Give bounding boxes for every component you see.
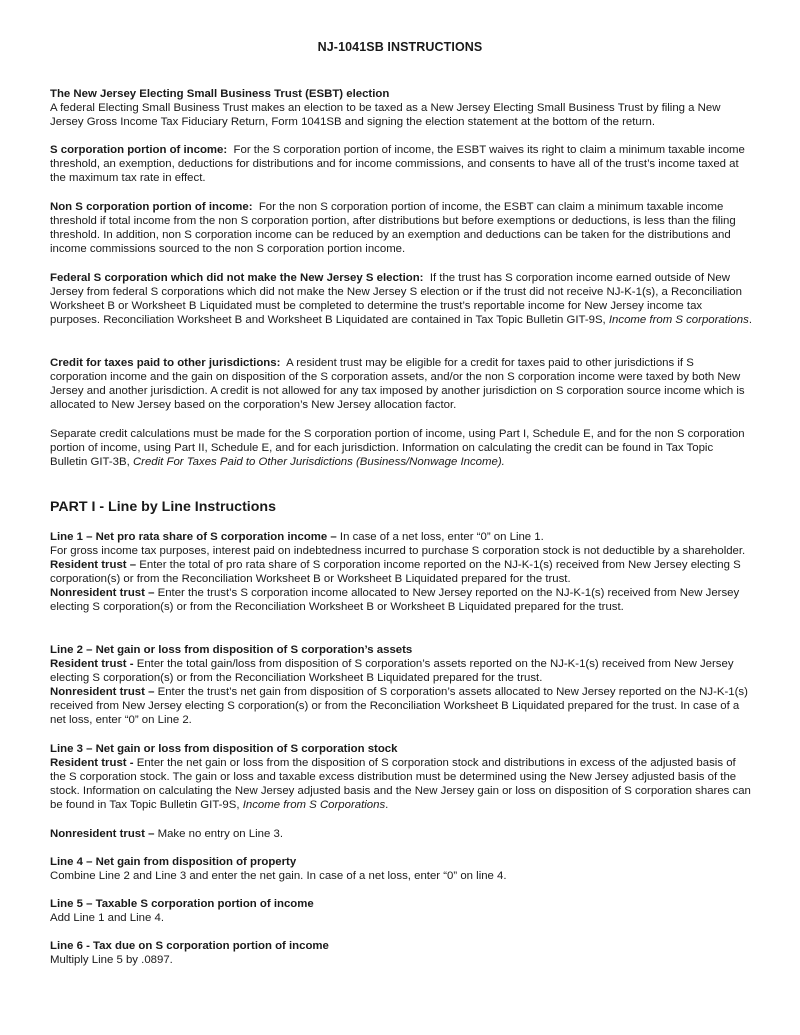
line2-nonresident-label: Nonresident trust –: [50, 686, 155, 699]
line2-heading: Line 2 – Net gain or loss from disposition of S corporation’s assets: [50, 644, 413, 656]
line4-body: Combine Line 2 and Line 3 and enter the net gain. In case of a net loss, enter “0” on line 4.: [50, 870, 507, 883]
s-corp-portion-label: S corporation portion of income:: [50, 144, 228, 156]
separate-credit-body: Separate credit calculations must be made for the S corporation portion of income, using Part I, Schedule E, and for the non S corporation portion of income, using Part II, Schedule E, and for each jurisdiction. Information on calculating the credit can be found in Tax Topic Bulletin GIT-3B,: [50, 428, 745, 469]
part1-heading: PART I - Line by Line Instructions: [50, 499, 276, 515]
line6-body: Multiply Line 5 by .0897.: [50, 954, 173, 967]
line3-heading: Line 3 – Net gain or loss from disposition of S corporation stock: [50, 743, 398, 755]
line3-nonresident-body: Make no entry on Line 3.: [157, 828, 283, 840]
line1-note: For gross income tax purposes, interest paid on indebtedness incurred to purchase S corporation stock is not deductible by a shareholder.: [50, 545, 746, 558]
federal-s-corp-label: Federal S corporation which did not make the New Jersey S election:: [50, 272, 424, 284]
credit-label: Credit for taxes paid to other jurisdictions:: [50, 357, 281, 369]
federal-s-corp-body: If the trust has S corporation income earned outside of New Jersey from federal S corporations which did not make the New Jersey S election or if the trust did not receive NJ-K-1(s), a Reconciliation Worksheet B or Worksheet B Liquidated must be completed to determine the trust’s reportable income for New Jersey income tax purposes. Reconciliation Worksheet B and Worksheet B Liquidated are contained in Tax Topic Bulletin GIT-9S,: [50, 272, 742, 327]
non-s-corp-portion-section: [50, 200, 752, 256]
line5-heading: Line 5 – Taxable S corporation portion of income: [50, 898, 314, 910]
line1-nonresident-label: Nonresident trust –: [50, 587, 155, 600]
line1-heading-rest: In case of a net loss, enter “0” on Line 1.: [339, 531, 544, 543]
s-corp-portion-section: [50, 143, 752, 185]
line3-resident-publication: Income from S Corporations: [242, 799, 386, 812]
non-s-corp-portion-label: Non S corporation portion of income:: [50, 201, 253, 213]
line2-resident-body: Enter the total gain/loss from disposition of S corporation’s assets reported on the NJ-K-1(s) received from New Jersey electing S corporation(s) or from the Reconciliation Worksheet B Liquidated prepared for the trust.: [50, 658, 734, 685]
esbt-section: [50, 87, 752, 129]
line2-section: [50, 643, 752, 728]
line1-resident-label: Resident trust –: [50, 559, 137, 572]
esbt-body: A federal Electing Small Business Trust makes an election to be taxed as a New Jersey Electing Small Business Trust by filing a New Jersey Gross Income Tax Fiduciary Return, Form 1041SB and signing the election statement at the bottom of the return.: [50, 102, 721, 129]
line4-heading: Line 4 – Net gain from disposition of property: [50, 856, 297, 868]
line4-section: [50, 855, 752, 883]
non-s-corp-portion-body: For the non S corporation portion of income, the ESBT can claim a minimum taxable income threshold if total income from the non S corporation portion, after distributions but before exemptions or deductions, is less than the filing threshold. In addition, non S corporation income can be reduced by an exemption and deductions can be taken for the distributions and income commissions sourced to the non S corporation portion income.: [50, 201, 736, 256]
line6-section: [50, 939, 752, 967]
line3-section: [50, 742, 752, 812]
federal-s-corp-section: [50, 271, 752, 327]
line2-nonresident-body: Enter the trust’s net gain from disposition of S corporation’s assets allocated to New Jersey reported on the NJ-K-1(s) received from New Jersey electing S corporation(s) or from the Reconciliation Worksheet B Liquidated prepared for the trust. In case of a net loss, enter “0” on Line 2.: [50, 686, 748, 727]
line1-resident-body: Enter the total of pro rata share of S corporation income reported on the NJ-K-1(s) received from New Jersey electing S corporation(s) or from the Reconciliation Worksheet B or Worksheet B Liquidated prepared for the trust.: [50, 559, 741, 586]
federal-s-corp-end: .: [748, 314, 752, 327]
line1-nonresident-body: Enter the trust’s S corporation income allocated to New Jersey reported on the NJ-K-1(s) received from New Jersey electing S corporation(s) or from the Reconciliation Worksheet B or Worksheet B Liquidated prepared for the trust.: [50, 587, 740, 614]
credit-body: A resident trust may be eligible for a credit for taxes paid to other jurisdictions if S corporation income and the gain on disposition of the S corporation assets, and/or the non S corporation income were taxed by both New Jersey and another jurisdiction. A credit is not allowed for any tax imposed by another jurisdiction on S corporation source income which is allocated to New Jersey based on the corporation’s New Jersey allocation factor.: [50, 357, 745, 412]
line5-section: [50, 897, 752, 925]
line3-resident-body: Enter the net gain or loss from the disposition of S corporation stock and distributions in excess of the adjusted basis of the S corporation stock. The gain or loss and taxable excess distribution must be determined using the New Jersey adjusted basis of the stock. Information on calculating the New Jersey adjusted basis and the New Jersey gain or loss on disposition of S corporation shares can be found in Tax Topic Bulletin GIT-9S,: [50, 757, 751, 812]
document-title: NJ-1041SB INSTRUCTIONS: [317, 40, 483, 54]
separate-credit-publication: Credit For Taxes Paid to Other Jurisdictions (Business/Nonwage Income).: [132, 456, 505, 469]
line1-section: [50, 530, 752, 615]
line6-heading: Line 6 - Tax due on S corporation portion of income: [50, 940, 329, 952]
line3-nonresident-label: Nonresident trust –: [50, 828, 155, 840]
line1-heading: Line 1 – Net pro rata share of S corporation income –: [50, 531, 337, 543]
line5-body: Add Line 1 and Line 4.: [50, 912, 165, 925]
federal-s-corp-publication: Income from S corporations: [608, 314, 749, 327]
line3-nonresident-section: [50, 827, 752, 841]
esbt-heading: The New Jersey Electing Small Business Trust (ESBT) election: [50, 88, 390, 100]
separate-credit-section: [50, 427, 752, 469]
credit-section: [50, 356, 752, 412]
line2-resident-label: Resident trust -: [50, 658, 134, 671]
line3-resident-label: Resident trust -: [50, 757, 134, 770]
line3-resident-end: .: [385, 799, 389, 812]
s-corp-portion-body: For the S corporation portion of income, the ESBT waives its right to claim a minimum taxable income threshold, an exemption, deductions for distributions and for income commissions, and consents to have all of the trust’s income taxed at the maximum tax rate in effect.: [50, 144, 745, 185]
